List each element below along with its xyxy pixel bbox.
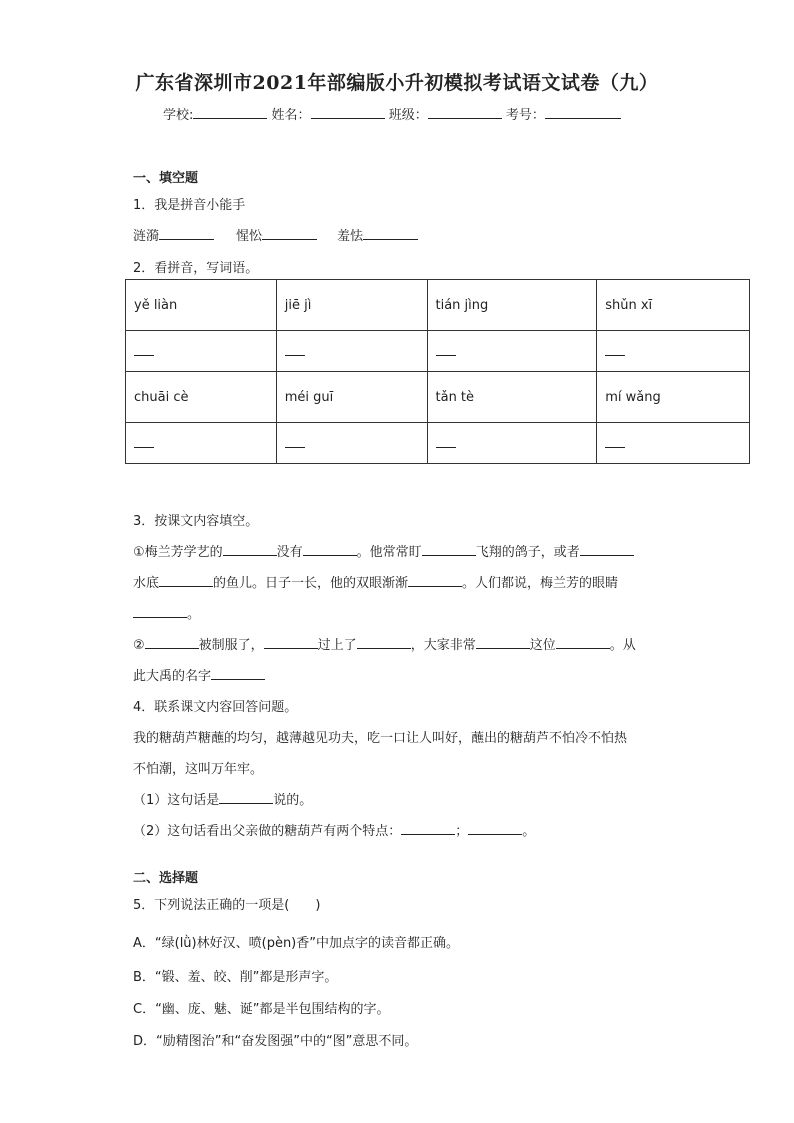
answer-blank[interactable] <box>580 542 634 556</box>
section-1-heading: 一、填空题 <box>133 171 199 186</box>
option-b[interactable]: B．“锻、羞、皎、削”都是形声字。 <box>133 970 338 985</box>
answer-blank[interactable] <box>422 542 476 556</box>
pinyin-row <box>126 280 750 331</box>
answer-row <box>126 423 750 464</box>
question-4-passage-line-1: 我的糖葫芦糖蘸的均匀，越薄越见功夫，吃一口让人叫好，蘸出的糖葫芦不怕冷不怕热 <box>133 731 628 746</box>
q3-text: 。从 <box>609 638 636 653</box>
question-4-sub-2 <box>133 820 535 839</box>
answer-blank[interactable] <box>408 573 462 587</box>
answer-cell[interactable] <box>597 331 750 372</box>
option-c[interactable]: C．“幽、庞、魅、诞”都是半包围结构的字。 <box>133 1002 390 1017</box>
answer-blank[interactable] <box>436 435 456 448</box>
answer-cell[interactable] <box>427 331 597 372</box>
answer-blank[interactable] <box>401 821 455 835</box>
pinyin-cell: tián jìng <box>427 280 597 331</box>
question-3-line-3 <box>133 603 200 622</box>
q4-text: （2）这句话看出父亲做的糖葫芦有两个特点： <box>133 824 402 839</box>
pinyin-row <box>126 372 750 423</box>
answer-blank[interactable] <box>357 635 411 649</box>
question-4-text: 4．联系课文内容回答问题。 <box>133 700 298 715</box>
pinyin-cell: yě liàn <box>126 280 277 331</box>
exam-title: 广东省深圳市2021年部编版小升初模拟考试语文试卷（九） <box>135 72 659 94</box>
q3-text: 被制服了， <box>198 638 264 653</box>
answer-blank[interactable] <box>211 666 265 680</box>
q4-text: ； <box>455 824 469 839</box>
answer-blank[interactable] <box>145 635 199 649</box>
answer-blank[interactable] <box>285 435 305 448</box>
q3-text: 。人们都说，梅兰芳的眼睛 <box>462 576 619 591</box>
pinyin-cell: méi guī <box>276 372 427 423</box>
answer-cell[interactable] <box>427 423 597 464</box>
answer-blank[interactable] <box>605 343 625 356</box>
q4-text: （1）这句话是 <box>133 793 220 808</box>
school-label: 学校: <box>163 108 194 123</box>
answer-cell[interactable] <box>276 331 427 372</box>
answer-blank[interactable] <box>219 790 273 804</box>
q3-text: 的鱼儿。日子一长，他的双眼渐渐 <box>213 576 409 591</box>
word-1: 涟漪 <box>133 229 160 244</box>
q3-text: 。他常常盯 <box>356 545 422 560</box>
question-5-text: 5．下列说法正确的一项是( ) <box>133 898 321 913</box>
student-info-line <box>163 104 621 123</box>
question-1-text: 1．我是拼音小能手 <box>133 198 246 213</box>
answer-row <box>126 331 750 372</box>
pinyin-cell: chuāi cè <box>126 372 277 423</box>
answer-blank[interactable] <box>285 343 305 356</box>
question-1-words <box>133 225 418 244</box>
pinyin-table <box>125 279 750 464</box>
question-4-passage-line-2: 不怕潮，这叫万年牢。 <box>133 762 264 777</box>
answer-blank[interactable] <box>605 435 625 448</box>
section-2-heading: 二、选择题 <box>133 871 199 886</box>
exam-no-blank <box>545 106 621 119</box>
exam-no-label: 考号： <box>505 108 545 123</box>
class-blank <box>428 106 502 119</box>
answer-blank[interactable] <box>159 573 213 587</box>
question-3-line-1 <box>133 541 634 560</box>
name-label: 姓名： <box>271 108 311 123</box>
q3-text: 没有 <box>276 545 303 560</box>
answer-blank[interactable] <box>468 821 522 835</box>
class-label: 班级： <box>388 108 428 123</box>
word-3: 羞怯 <box>337 229 364 244</box>
q3-text: 水底 <box>133 576 160 591</box>
answer-blank[interactable] <box>556 635 610 649</box>
question-3-text: 3．按课文内容填空。 <box>133 514 259 529</box>
q3-text: ② <box>133 638 145 653</box>
option-d[interactable]: D．“励精图治”和“奋发图强”中的“图”意思不同。 <box>133 1034 418 1049</box>
q3-text: 这位 <box>529 638 556 653</box>
answer-blank[interactable] <box>264 635 318 649</box>
answer-cell[interactable] <box>126 423 277 464</box>
answer-blank[interactable] <box>223 542 277 556</box>
pinyin-cell: jiē jì <box>276 280 427 331</box>
question-3-line-4 <box>133 634 636 653</box>
question-3-line-2 <box>133 572 618 591</box>
answer-blank[interactable] <box>363 226 418 240</box>
answer-blank[interactable] <box>134 343 154 356</box>
option-a[interactable]: A．“绿(lǜ)林好汉、喷(pèn)香”中加点字的读音都正确。 <box>133 936 459 951</box>
answer-blank[interactable] <box>134 435 154 448</box>
answer-blank[interactable] <box>262 226 317 240</box>
q3-text: 飞翔的鸽子，或者 <box>475 545 580 560</box>
answer-cell[interactable] <box>126 331 277 372</box>
q4-text: 说的。 <box>273 793 313 808</box>
answer-blank[interactable] <box>436 343 456 356</box>
pinyin-cell: mí wǎng <box>597 372 750 423</box>
answer-cell[interactable] <box>597 423 750 464</box>
q3-text: ，大家非常 <box>410 638 476 653</box>
school-blank <box>193 106 267 119</box>
q3-text: 此大禹的名字 <box>133 669 212 684</box>
q3-text: 过上了 <box>317 638 357 653</box>
answer-blank[interactable] <box>159 226 214 240</box>
name-blank <box>311 106 385 119</box>
answer-blank[interactable] <box>133 604 187 618</box>
q4-text: 。 <box>522 824 536 839</box>
question-4-sub-1 <box>133 789 312 808</box>
pinyin-cell: tǎn tè <box>427 372 597 423</box>
answer-blank[interactable] <box>303 542 357 556</box>
pinyin-cell: shǔn xī <box>597 280 750 331</box>
question-2-text: 2．看拼音，写词语。 <box>133 261 259 276</box>
question-3-line-5 <box>133 665 265 684</box>
word-2: 惺忪 <box>236 229 263 244</box>
answer-blank[interactable] <box>476 635 530 649</box>
answer-cell[interactable] <box>276 423 427 464</box>
q3-text: ①梅兰芳学艺的 <box>133 545 223 560</box>
q3-text: 。 <box>187 607 201 622</box>
